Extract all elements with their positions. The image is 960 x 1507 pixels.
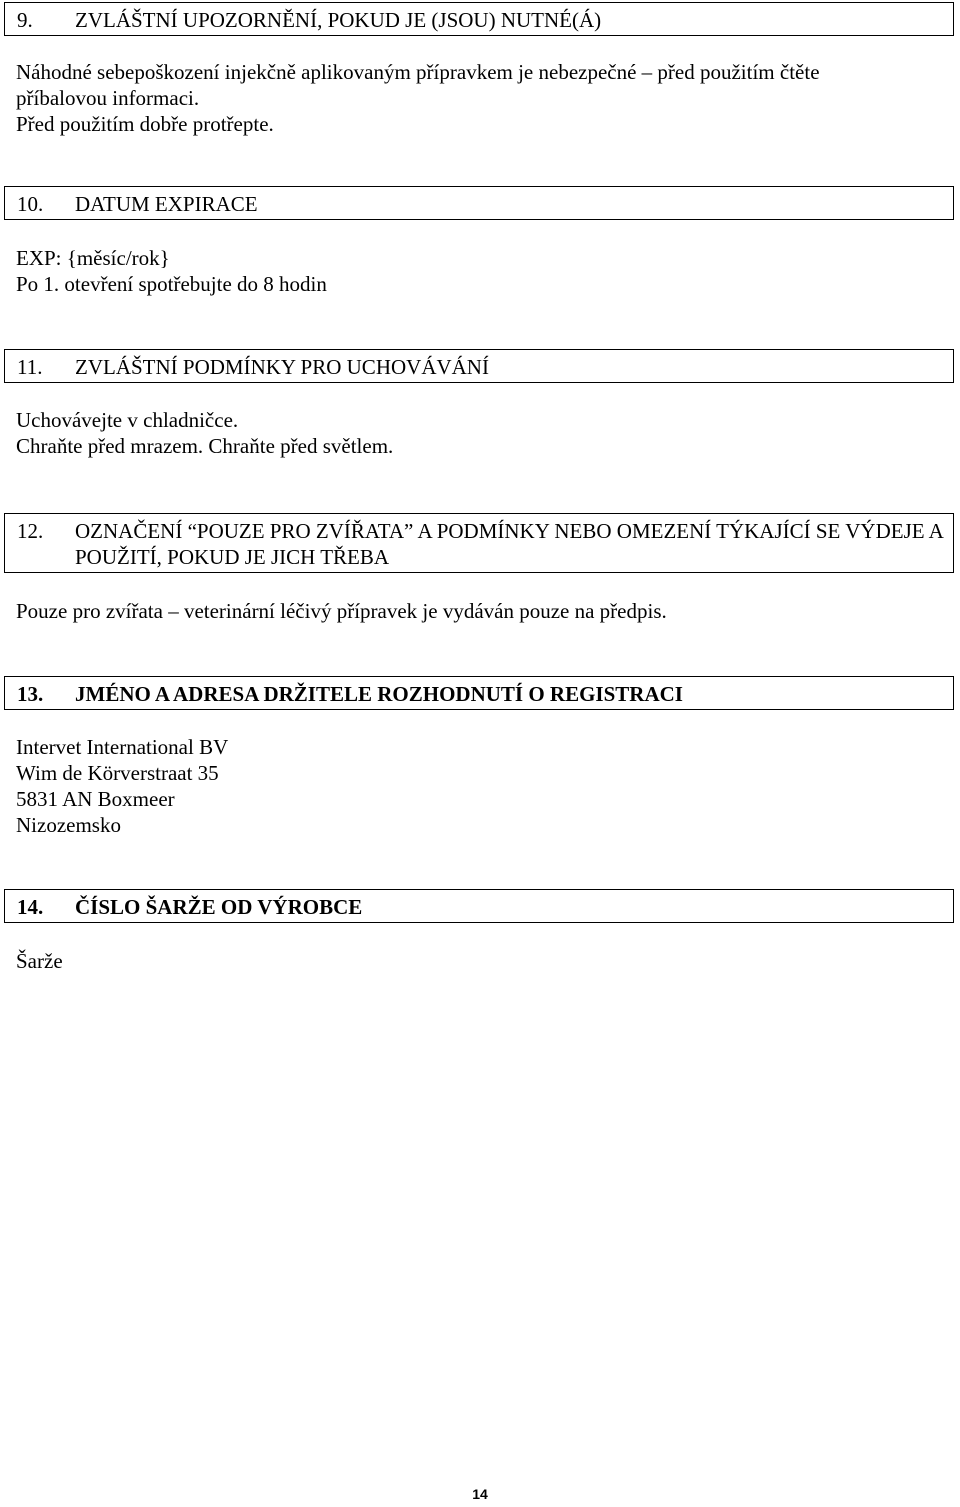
section-title: ZVLÁŠTNÍ UPOZORNĚNÍ, POKUD JE (JSOU) NUTNÉ(Á)	[75, 8, 602, 32]
section-14-line-1: Šarže	[16, 949, 63, 973]
section-13-line-2: Wim de Körverstraat 35	[16, 761, 219, 785]
section-number: 10.	[17, 192, 44, 216]
section-title: OZNAČENÍ “POUZE PRO ZVÍŘATA” A PODMÍNKY NEBO OMEZENÍ TÝKAJÍCÍ SE VÝDEJE A POUŽITÍ, POKUD JE JICH TŘEBA	[75, 519, 943, 569]
section-11-line-1: Uchovávejte v chladničce.	[16, 408, 239, 432]
section-12-header	[4, 513, 954, 573]
section-9-line-3: Před použitím dobře protřepte.	[16, 112, 274, 136]
section-number: 13.	[17, 682, 44, 706]
section-number: 14.	[17, 895, 44, 919]
section-9-line-1: Náhodné sebepoškození injekčně aplikovaným přípravkem je nebezpečné – před použitím čtěte	[16, 60, 820, 84]
page-number: 14	[472, 1486, 488, 1502]
section-title: JMÉNO A ADRESA DRŽITELE ROZHODNUTÍ O REGISTRACI	[75, 682, 683, 706]
section-number: 9.	[17, 8, 33, 32]
section-11-line-2: Chraňte před mrazem. Chraňte před světlem.	[16, 434, 394, 458]
section-11-header	[4, 349, 954, 383]
section-title: ZVLÁŠTNÍ PODMÍNKY PRO UCHOVÁVÁNÍ	[75, 355, 489, 379]
section-title: ČÍSLO ŠARŽE OD VÝROBCE	[75, 895, 363, 919]
section-number: 11.	[17, 355, 43, 379]
section-10-line-2: Po 1. otevření spotřebujte do 8 hodin	[16, 272, 327, 296]
section-number: 12.	[17, 519, 44, 543]
section-13-line-1: Intervet International BV	[16, 735, 229, 759]
section-13-line-4: Nizozemsko	[16, 813, 121, 837]
section-9-line-2: příbalovou informaci.	[16, 86, 200, 110]
section-10-line-1: EXP: {měsíc/rok}	[16, 246, 170, 270]
section-13-line-3: 5831 AN Boxmeer	[16, 787, 175, 811]
section-12-line-1: Pouze pro zvířata – veterinární léčivý přípravek je vydáván pouze na předpis.	[16, 599, 667, 623]
section-title: DATUM EXPIRACE	[75, 192, 258, 216]
section-10-header	[4, 186, 954, 220]
section-14-header	[4, 889, 954, 923]
section-9-header	[4, 2, 954, 36]
section-13-header	[4, 676, 954, 710]
